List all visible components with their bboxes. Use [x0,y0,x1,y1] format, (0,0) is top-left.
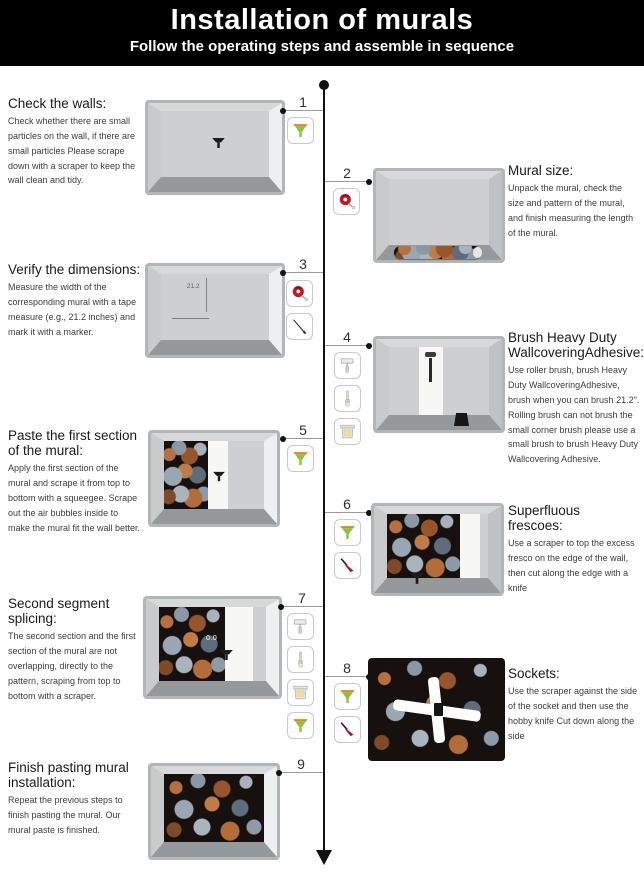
step-number: 1 [299,94,307,110]
room-illustration-mural-roll [373,168,505,263]
measure-line [206,278,207,312]
marked-line [172,318,209,319]
room-illustration-trim-excess [371,503,504,596]
step-title: Verify the dimensions: [8,262,141,277]
step-number: 6 [343,496,351,512]
step-body: The second section and the first section of the mural are not overlapping, directly to the pattern, scraping from top to bottom with a scraper. [8,631,136,701]
step-body: Repeat the previous steps to finish pasting the mural. Our mural paste is finished. [8,795,123,835]
white-strip [460,514,480,578]
timeline-end-arrow-icon [316,850,332,865]
measurement-label: 21.2 [186,283,200,291]
scraper-on-wall-icon [211,136,226,150]
knife-icon [334,552,361,579]
squeegee-icon [287,712,314,739]
room-illustration-first-section [148,430,280,527]
squeegee-icon [287,117,314,144]
roller-on-wall-icon [429,358,432,382]
room-illustration-measuring [145,263,285,358]
connector-line [325,329,369,346]
step-body: Use a scraper to top the excess fresco on the edge of the wall, then cut along the edge with a knife [508,538,635,593]
roller-icon [287,613,314,640]
scraper-on-wall-icon [212,470,226,483]
mural-first-section [164,441,208,509]
step-body: Check whether there are small particles on the wall, if there are small particles Please scrape down with a scraper to keep the wall clean and tidy. [8,116,136,186]
step-title: Check the walls: [8,96,107,111]
scraper-trimming-icon [409,571,425,586]
page-subtitle: Follow the operating steps and assemble in sequence [129,38,515,55]
mural-coverage [387,514,460,578]
step-title: Superfluous frescoes: [508,503,581,534]
step-body: Use roller brush, brush Heavy Duty WallcoveringAdhesive, brush when you can brush 21.2". Rolling brush can not brush the small corner brush please use a small brush to brush Heavy Duty Wallcovering Adhesive. [508,365,640,465]
step-title: Sockets: [508,666,560,681]
scraper-on-wall-icon [219,648,234,662]
squeegee-icon [334,519,361,546]
step-body: Use the scraper against the side of the socket and then use the hobby knife Cut down along the side [508,686,638,741]
step-title: Mural size: [508,163,574,178]
step-number: 7 [298,590,306,606]
wall-socket [434,703,443,716]
connector-line [283,256,323,273]
room-illustration-splicing [143,596,282,699]
step-body: Apply the first section of the mural and scrape it from top to bottom with a squeegee. Scrape out the air bubbles inside to make the mural fit the wall better. [8,463,141,533]
adhesive-bucket-icon [287,679,314,706]
knife-icon [334,716,361,743]
connector-line [279,756,323,773]
step-number: 4 [343,329,351,345]
roller-icon [334,352,361,379]
step-title: Brush Heavy Duty WallcoveringAdhesive: [508,330,644,361]
step-number: 2 [343,165,351,181]
adhesive-bucket-on-floor [454,413,469,426]
page-header [0,0,644,66]
squeegee-icon [287,445,314,472]
room-illustration-finished [148,763,280,860]
room-illustration-empty-wall [145,100,285,195]
step-title: Finish pasting mural installation: [8,760,129,791]
mural-coverage [159,607,225,681]
mural-closeup-socket [368,658,505,761]
step-number: 9 [297,756,305,772]
white-strip [225,607,253,681]
connector-line [325,496,369,513]
connector-line [325,165,369,182]
mural-full-coverage [164,774,264,842]
connector-line [283,94,323,111]
room-illustration-adhesive [373,336,505,433]
timeline-line [323,86,325,852]
step-body: Measure the width of the corresponding mural with a tape measure (e.g., 21.2 inches) and mark it with a marker. [8,282,137,337]
marker-icon [286,313,313,340]
brush-icon [287,646,314,673]
squeegee-icon [334,683,361,710]
step-title: Second segment splicing: [8,596,110,627]
adhesive-bucket-icon [334,418,361,445]
step-title: Paste the first section of the mural: [8,428,138,459]
step-number: 8 [343,660,351,676]
brush-icon [334,385,361,412]
splice-gap-label: 0.0 [206,635,218,643]
tape-measure-icon [286,280,313,307]
page-title: Installation of murals [170,4,474,36]
step-body: Unpack the mural, check the size and pattern of the mural, and finish measuring the length of the mural. [508,183,634,238]
tape-measure-icon [333,188,360,215]
step-number: 5 [299,422,307,438]
connector-line [325,660,369,677]
connector-line [281,590,323,607]
step-number: 3 [299,256,307,272]
connector-line [283,422,323,439]
timeline-start-dot [319,80,329,90]
rolled-mural [394,246,481,259]
